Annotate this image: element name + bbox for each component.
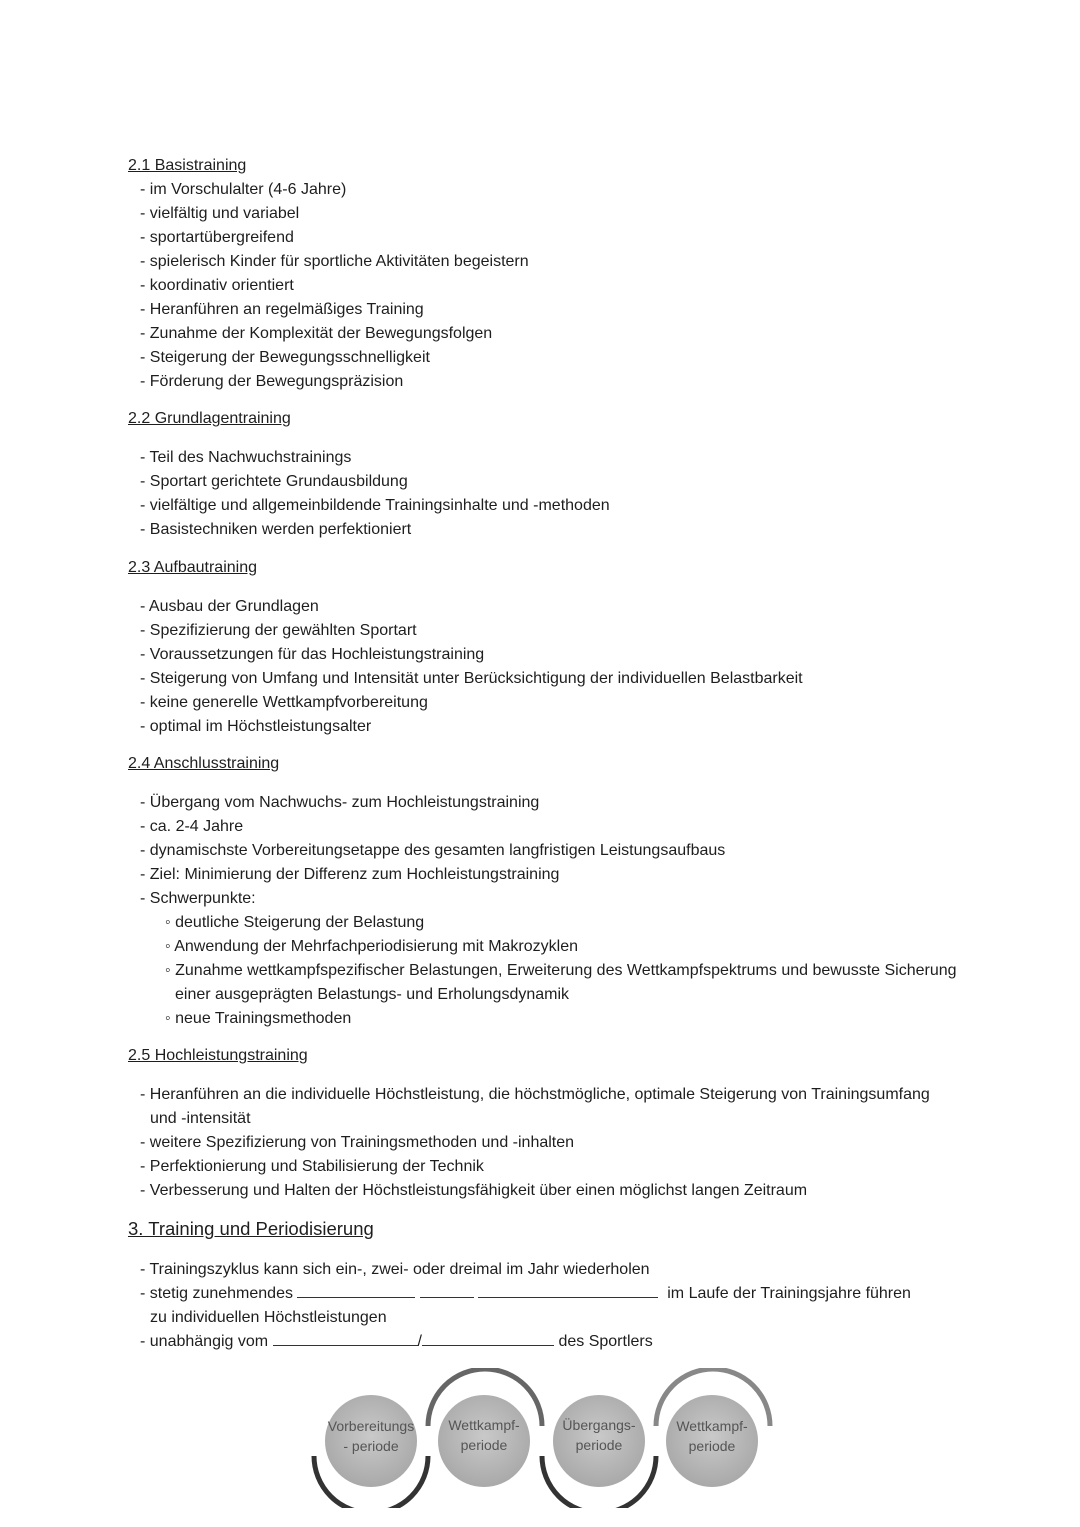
list-item: - im Vorschulalter (4-6 Jahre) bbox=[140, 181, 347, 198]
fill-in-text: im Laufe der Trainingsjahre führen bbox=[667, 1285, 911, 1302]
fill-in-blank[interactable] bbox=[297, 1283, 415, 1298]
fill-in-blank[interactable] bbox=[273, 1331, 418, 1346]
period-label: Übergangs- bbox=[562, 1417, 636, 1433]
list-item: - Heranführen an die individuelle Höchstleistung, die höchstmögliche, optimale Steigerung von Trainingsumfang und -intensität bbox=[140, 1086, 930, 1127]
fill-in-text: - unabhängig vom bbox=[140, 1333, 269, 1350]
period-label: periode bbox=[460, 1437, 508, 1453]
list-item: - Trainingszyklus kann sich ein-, zwei- oder dreimal im Jahr wiederholen bbox=[140, 1261, 650, 1278]
list-item: - Übergang vom Nachwuchs- zum Hochleistungstraining bbox=[140, 794, 540, 811]
fill-in-blank[interactable] bbox=[478, 1283, 658, 1298]
list-anschlusstraining bbox=[140, 791, 960, 1031]
list-item: - Sportart gerichtete Grundausbildung bbox=[140, 473, 408, 490]
list-item: - Voraussetzungen für das Hochleistungstraining bbox=[140, 646, 485, 663]
periodization-diagram bbox=[300, 1368, 780, 1508]
fill-in-text: - stetig zunehmendes bbox=[140, 1285, 293, 1302]
list-item: - Basistechniken werden perfektioniert bbox=[140, 521, 412, 538]
list-item: - koordinativ orientiert bbox=[140, 277, 294, 294]
list-item: - spielerisch Kinder für sportliche Aktivitäten begeistern bbox=[140, 253, 529, 270]
list-item: - dynamischste Vorbereitungsetappe des gesamten langfristigen Leistungsaufbaus bbox=[140, 842, 726, 859]
fill-in-blank[interactable] bbox=[420, 1283, 474, 1298]
list-hochleistungstraining bbox=[140, 1083, 960, 1203]
heading-grundlagentraining: 2.2 Grundlagentraining bbox=[128, 410, 291, 427]
list-item: - Zunahme der Komplexität der Bewegungsfolgen bbox=[140, 325, 493, 342]
list-item: - Spezifizierung der gewählten Sportart bbox=[140, 622, 417, 639]
list-item: - Steigerung der Bewegungsschnelligkeit bbox=[140, 349, 430, 366]
list-item: - weitere Spezifizierung von Trainingsmethoden und -inhalten bbox=[140, 1134, 575, 1151]
fill-in-blank[interactable] bbox=[422, 1331, 554, 1346]
list-item: - Schwerpunkte: bbox=[140, 890, 256, 907]
heading-basistraining: 2.1 Basistraining bbox=[128, 157, 247, 174]
heading-training-periodisierung: 3. Training und Periodisierung bbox=[128, 1218, 374, 1239]
period-label: Wettkampf- bbox=[448, 1417, 520, 1433]
list-item: - Heranführen an regelmäßiges Training bbox=[140, 301, 424, 318]
sub-list-item: ◦ deutliche Steigerung der Belastung bbox=[165, 914, 425, 931]
period-label: periode bbox=[688, 1438, 736, 1454]
list-item: - Ziel: Minimierung der Differenz zum Hochleistungstraining bbox=[140, 866, 560, 883]
list-item: - Ausbau der Grundlagen bbox=[140, 598, 319, 615]
list-item-continuation: zu individuellen Höchstleistungen bbox=[150, 1309, 387, 1326]
heading-hochleistungstraining: 2.5 Hochleistungstraining bbox=[128, 1047, 308, 1064]
list-item: - Steigerung von Umfang und Intensität unter Berücksichtigung der individuellen Belastbarkeit bbox=[140, 670, 803, 687]
sub-list-item: ◦ Anwendung der Mehrfachperiodisierung mit Makrozyklen bbox=[165, 938, 578, 955]
list-item-fill-in bbox=[140, 1330, 960, 1354]
list-item: - optimal im Höchstleistungsalter bbox=[140, 718, 372, 735]
period-label: Wettkampf- bbox=[676, 1418, 748, 1434]
fill-in-text: des Sportlers bbox=[558, 1333, 653, 1350]
list-item: - sportartübergreifend bbox=[140, 229, 294, 246]
list-item: - ca. 2-4 Jahre bbox=[140, 818, 244, 835]
list-basistraining bbox=[140, 178, 960, 394]
list-item: - vielfältig und variabel bbox=[140, 205, 300, 222]
list-item: - Förderung der Bewegungspräzision bbox=[140, 373, 404, 390]
list-grundlagentraining bbox=[140, 446, 960, 542]
sub-list-item: ◦ neue Trainingsmethoden bbox=[165, 1010, 352, 1027]
list-aufbautraining bbox=[140, 595, 960, 739]
heading-aufbautraining: 2.3 Aufbautraining bbox=[128, 559, 257, 576]
list-item: - vielfältige und allgemeinbildende Trainingsinhalte und -methoden bbox=[140, 497, 610, 514]
list-item: - Teil des Nachwuchstrainings bbox=[140, 449, 352, 466]
period-label: periode bbox=[575, 1437, 623, 1453]
period-label: Vorbereitungs bbox=[327, 1418, 415, 1434]
list-item: - Verbesserung und Halten der Höchstleistungsfähigkeit über einen möglichst langen Zeitraum bbox=[140, 1182, 808, 1199]
list-item: - Perfektionierung und Stabilisierung der Technik bbox=[140, 1158, 484, 1175]
period-label: - periode bbox=[343, 1438, 399, 1454]
list-periodisierung bbox=[140, 1258, 960, 1354]
sub-list-item: ◦ Zunahme wettkampfspezifischer Belastungen, Erweiterung des Wettkampfspektrums und bewusste Sicherung einer ausgeprägten Belastungs- und Erholungsdynamik bbox=[165, 962, 957, 1003]
list-item-fill-in bbox=[140, 1282, 960, 1306]
heading-anschlusstraining: 2.4 Anschlusstraining bbox=[128, 755, 280, 772]
fill-in-separator: / bbox=[417, 1333, 422, 1350]
list-item: - keine generelle Wettkampfvorbereitung bbox=[140, 694, 428, 711]
